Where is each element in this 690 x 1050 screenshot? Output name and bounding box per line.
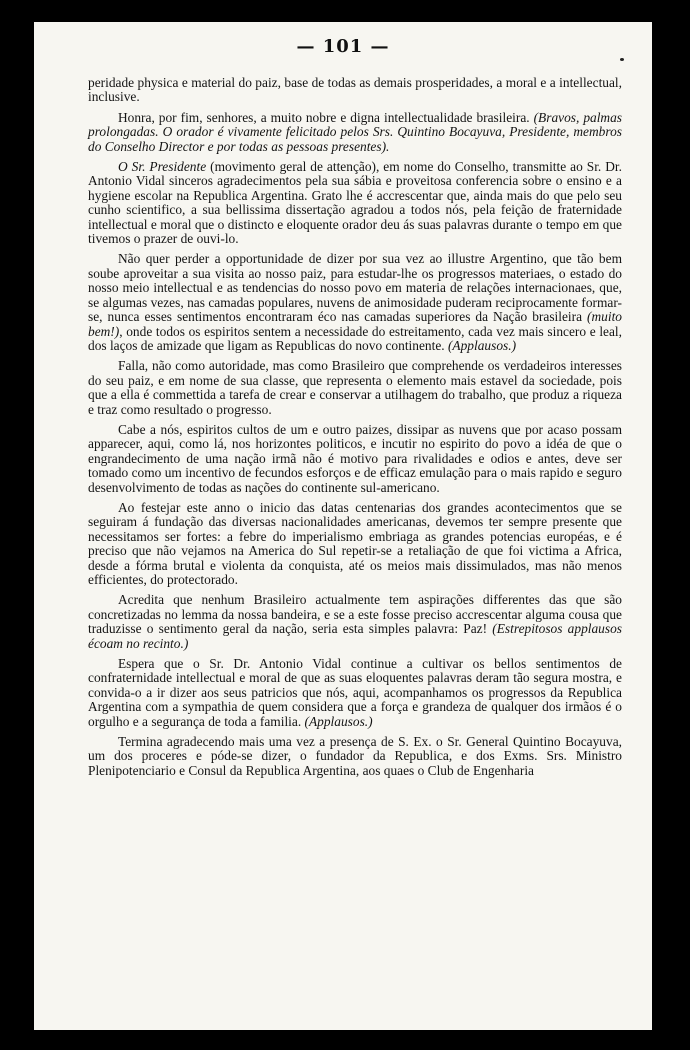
- print-speck: [620, 58, 624, 61]
- italic-run: O: [118, 159, 132, 175]
- text-run: Acredita que nenhum Brasileiro actualmente tem aspirações differentes das que são concretizadas no lemma da nossa bandeira, e se a este fosse preciso accrescentar alguma cousa que traduzisse o sentimento geral da nação, seria esta simples palavra: Paz!: [88, 592, 622, 637]
- text-run: , onde todos os espiritos sentem a necessidade do estreitamento, cada vez mais sincero e leal, dos laços de amizade que ligam as Republicas do novo continente.: [88, 323, 622, 353]
- italic-run: (Applausos.): [304, 713, 373, 729]
- text-run: (movimento geral de attenção), em nome do Conselho, transmitte ao Sr. Dr. Antonio Vidal sinceros agradecimentos pela sua sábia e proveitosa conferencia sobre o ensino e a hygiene escolar na Republica Argentina. Grato lhe é accrescentar que, ainda mais do que pelo seu cunho scientifico, a sua bellissima dissertação agradou a todos nós, pela feição de fraternidade intellectual e moral que o distincto e eloquente orador deu ás suas palavras durante o tempo em que tivemos o prazer de ouvi-lo.: [88, 159, 622, 247]
- text-run: Falla, não como autoridade, mas como Brasileiro que comprehende os verdadeiros interesses do seu paiz, e em nome de sua classe, que representa o elemento mais estavel da sociedade, pois que a ella é commettida a tarefa de crear e conservar a utilhagem do trabalho, que produz a riqueza e traz como resultado o progresso.: [88, 358, 622, 417]
- italic-run: (Applausos.): [447, 337, 517, 353]
- italic-run: (Estrepitosos applausos écoam no recinto.): [88, 621, 622, 651]
- paragraph: [88, 252, 622, 353]
- body-text: [88, 76, 622, 784]
- text-run: Espera que o Sr. Dr. Antonio Vidal continue a cultivar os bellos sentimentos de confraternidade intellectual e moral de que as suas eloquentes palavras deram tão segura mostra, e convida-o a ir dizer aos seus patricios que nós, aqui, acompanhamos os progressos da Republica Argentina com a sympathia de quem considera que a força e grandeza de qualquer dos irmãos é o orgulho e a segurança de toda a familia.: [88, 656, 622, 729]
- paragraph: [88, 111, 622, 154]
- italic-run: (muito bem!): [88, 309, 622, 339]
- text-run: Honra, por fim, senhores, a muito nobre e digna intellectualidade brasileira.: [118, 109, 534, 125]
- paragraph: [88, 160, 622, 246]
- text-run: Ao festejar este anno o inicio das datas centenarias dos grandes acontecimentos que se seguiram á fundação das diversas nacionalidades americanas, devemos ter sempre presente que necessitamos ser fortes: a febre do imperialismo embriaga as grandes potencias européas, e é preciso que não vejamos na America do Sul repetir-se a retaliação de que foi victima a Africa, desde a fórma brutal e violenta da conquista, até os meios mais dissimulados, mas não menos efficientes, do protectorado.: [88, 499, 622, 587]
- italic-run: Sr. Presidente: [131, 159, 207, 175]
- paragraph: [88, 593, 622, 651]
- paragraph: [88, 501, 622, 587]
- page-number: — 101 —: [296, 36, 390, 57]
- italic-run: (Bravos, palmas prolongadas. O orador é vivamente felicitado pelos Srs. Quintino Bocayuva, Presidente, membros do Conselho Director e por todas as pessoas presentes).: [88, 109, 623, 154]
- book-page: [34, 22, 652, 1030]
- paragraph: [88, 76, 622, 105]
- paragraph: [88, 735, 622, 778]
- text-run: peridade physica e material do paiz, base de todas as demais prosperidades, a moral e a intellectual, inclusive.: [88, 75, 622, 105]
- text-run: Cabe a nós, espiritos cultos de um e outro paizes, dissipar as nuvens que por acaso possam apparecer, aqui, como lá, nos horizontes politicos, e incutir no espirito do povo a idéa de que o engrandecimento de uma nação irmã não é motivo para rivalidades e odios e antes, deve ser tomado como um incentivo de fecundos esforços e de efficaz emulação para o mais rapido e seguro desenvolvimento de todas as nações do continente sul-americano.: [88, 421, 622, 495]
- text-run: Termina agradecendo mais uma vez a presença de S. Ex. o Sr. General Quintino Bocayuva, um dos proceres e póde-se dizer, o fundador da Republica, e dos Exms. Srs. Ministro Plenipotenciario e Consul da Republica Argentina, aos quaes o Club de Engenharia: [88, 734, 622, 778]
- paragraph: [88, 359, 622, 417]
- paragraph: [88, 657, 622, 729]
- text-run: Não quer perder a opportunidade de dizer por sua vez ao illustre Argentino, que tão bem soube aproveitar a sua visita ao nosso paiz, para estudar-lhe os progressos materiaes, o estado do nosso meio intellectual e as tendencias do nosso povo em materia de relações internacionaes, que, se algumas vezes, nas camadas populares, nuvens de animosidade puderam reciprocamente formar-se, nunca esses sentimentos encontraram éco nas camadas superiores da Nação brasileira: [88, 251, 622, 325]
- paragraph: [88, 423, 622, 495]
